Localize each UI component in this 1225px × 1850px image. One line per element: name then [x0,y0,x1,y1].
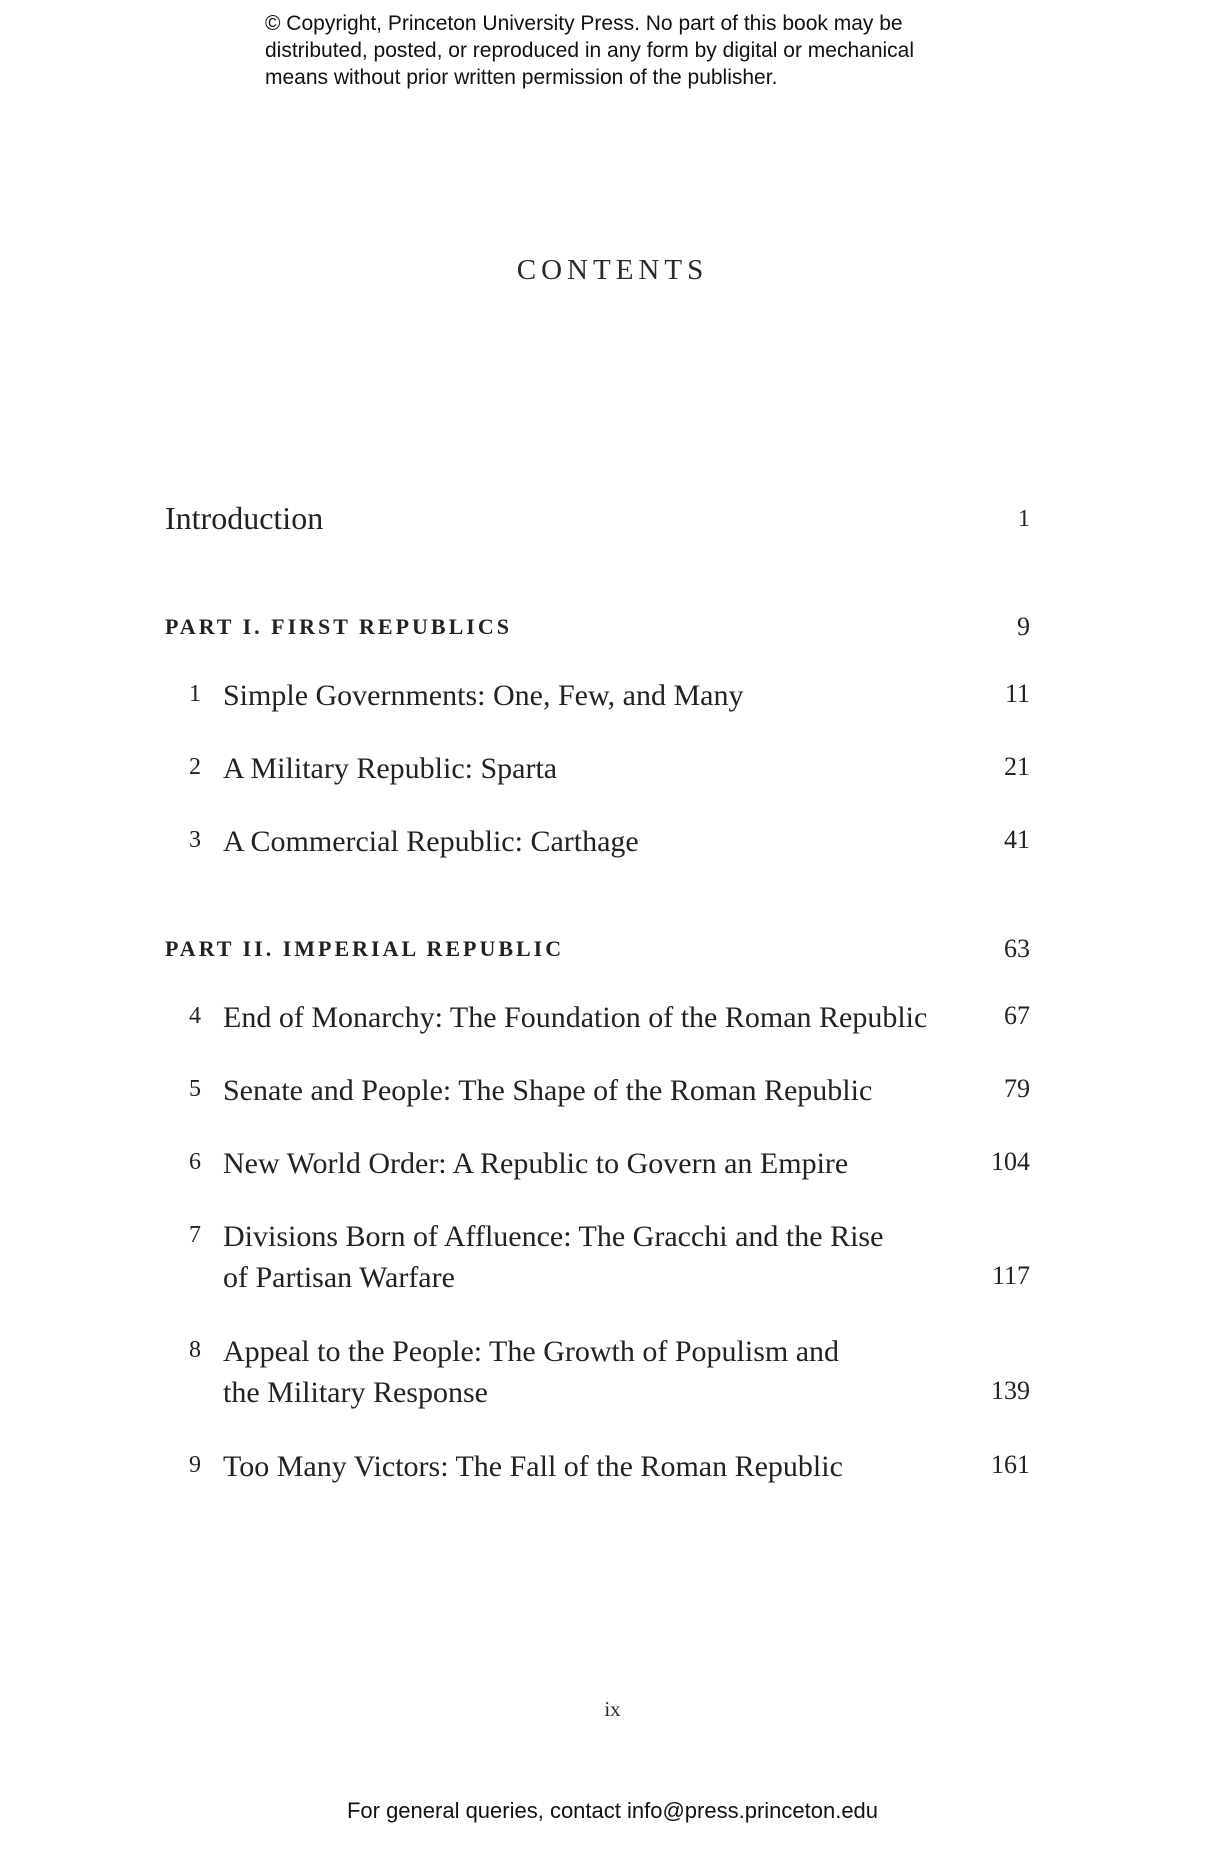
copyright-line: means without prior written permission of the publisher. [265,66,778,89]
chapter-page: 139 [991,1376,1030,1405]
chapter-title-line: A Commercial Republic: Carthage [223,825,639,858]
contact-footer: For general queries, contact info@press.princeton.edu [346,1798,879,1823]
part-title: PART II. IMPERIAL REPUBLIC [165,936,565,961]
chapter-number: 6 [189,1149,201,1175]
chapter-page: 11 [1004,679,1030,708]
chapter-page: 117 [991,1261,1030,1290]
page-number: ix [604,1697,621,1721]
chapter-number: 8 [189,1337,201,1363]
copyright-line: © Copyright, Princeton University Press. No part of this book may be [265,12,903,35]
chapter-title [223,821,639,862]
chapter-title-line: A Military Republic: Sparta [223,752,558,785]
part-title: PART I. FIRST REPUBLICS [165,614,512,639]
chapter-page: 21 [1004,752,1030,781]
chapter-number: 4 [189,1003,201,1029]
part-page: 63 [1004,934,1030,963]
chapter-number: 1 [189,681,201,707]
toc-entry-page: 1 [1018,506,1030,532]
copyright-line: distributed, posted, or reproduced in any form by digital or mechanical [265,39,915,62]
chapter-title [223,675,743,716]
page-title: CONTENTS [516,254,709,286]
chapter-title-line: the Military Response [223,1376,488,1409]
chapter-title-line: Senate and People: The Shape of the Roman Republic [223,1074,873,1107]
chapter-title-line: Simple Governments: One, Few, and Many [223,679,744,712]
chapter-title [223,1143,848,1184]
chapter-title-line: of Partisan Warfare [223,1261,455,1294]
chapter-page: 41 [1004,825,1030,854]
chapter-title-line: End of Monarchy: The Foundation of the Roman Republic [223,1001,928,1034]
copyright-notice [265,10,1025,91]
chapter-page: 79 [1004,1074,1030,1103]
chapter-number: 7 [189,1222,201,1248]
chapter-title [223,1331,839,1413]
chapter-title-line: Appeal to the People: The Growth of Populism and [223,1335,840,1368]
toc-entry-title: Introduction [165,500,324,536]
part-page: 9 [1017,612,1030,641]
chapter-title [223,997,927,1038]
chapter-title-line: Too Many Victors: The Fall of the Roman Republic [223,1450,843,1483]
chapter-number: 3 [189,827,201,853]
chapter-number: 5 [189,1076,201,1102]
chapter-title [223,1070,872,1111]
chapter-title [223,748,557,789]
chapter-page: 67 [1004,1001,1030,1030]
chapter-page: 104 [991,1147,1030,1176]
chapter-page: 161 [991,1450,1030,1479]
chapter-number: 2 [189,754,201,780]
chapter-title-line: New World Order: A Republic to Govern an Empire [223,1147,849,1180]
chapter-title [223,1216,883,1298]
chapter-number: 9 [189,1452,201,1478]
chapter-title-line: Divisions Born of Affluence: The Gracchi and the Rise [223,1220,884,1253]
chapter-title [223,1446,843,1487]
